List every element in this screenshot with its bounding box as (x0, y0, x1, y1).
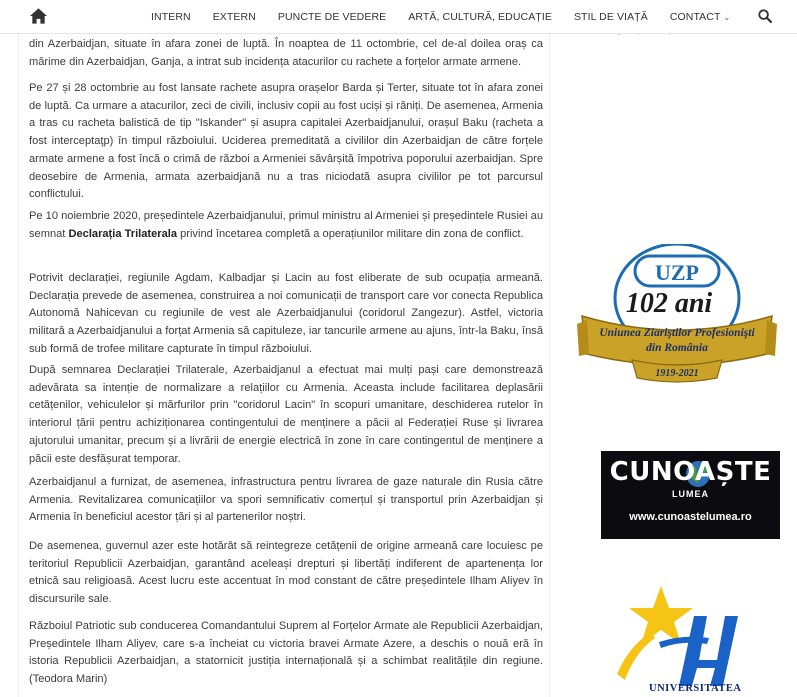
universitatea-logo[interactable] (599, 582, 769, 697)
uzp-ribbon-line-1: Uniunea Ziariştilor Profesionişti (599, 327, 755, 339)
top-navigation-bar (0, 0, 797, 34)
article-paragraph: Azerbaidjanul a furnizat, de asemenea, infrastructura pentru livrarea de gaze naturale din Rusia către Armenia. Revitalizarea comunicațiilor va spori semnificativ comerțul și transportul prin Azerbaidjan și Armenia în beneficiul acestor țări și al partenerilor noștri. (29, 476, 543, 524)
uzp-acronym: UZP (655, 260, 699, 285)
cunoaste-url: www.cunoastelumea.ro (629, 511, 752, 523)
uzp-dates: 1919-2021 (655, 368, 699, 379)
home-icon[interactable] (29, 7, 48, 25)
search-icon[interactable] (758, 9, 772, 23)
article-content (0, 34, 555, 697)
universitatea-label: UNIVERSITATEA (649, 683, 742, 694)
cunoaste-subtitle: LUMEA (672, 489, 709, 499)
paragraph-text: Pe 10 noiembrie 2020, președintele Azerbaidjanului, primul ministru al Armeniei și președintele Rusiei au semnat (29, 210, 543, 240)
article-paragraph: După semnarea Declarației Trilaterale, Azerbaidjanul a efectuat mai mulți pași care demonstrează adevărata sa intenție de normalizare a relațiilor cu Armenia. Aceasta include facilitarea deplasării cetățenilor, vehiculelor și mărfurilor prin "coridorul Lacin" în scopuri umanitare, deschiderea rutelor în interiorul țării pentru achiziționarea contingentului de menținere a păcii al Federației Ruse și livrarea ajutorului umanitar, precum și a livrării de energie electrică în zone în care contingentul de menținere a păcii este desfășurat temporar. (29, 364, 543, 465)
article-paragraph: din Azerbaidjan, situate în afara zonei de luptă. În noaptea de 11 octombrie, cel de-al doilea oraș ca mărime din Azerbaidjan, Ganja, a intrat sub incidența atacurilor cu rachete a forțelor armate armene. (29, 38, 543, 68)
article-paragraph: De asemenea, guvernul azer este hotărât să reintegreze cetățenii de origine armeană care locuiesc pe teritoriul Republicii Azerbaidjan, garantând aceleași drepturi și libertăți indiferent de apartenența lor etnică sau religioasă. Acest lucru este accentuat în mod constant de către președintele Ilham Aliyev în discursurile sale. (29, 540, 543, 606)
declaration-title: Declarația Trilaterala (68, 227, 178, 240)
chevron-down-icon: ⌄ (723, 12, 731, 22)
paragraph-text: privind încetarea completă a operațiunilor militare din zona de conflict. (177, 227, 524, 240)
uzp-ribbon-line-2: din România (646, 342, 708, 354)
star-emblem-icon (599, 582, 769, 687)
menu-item-contact-label: CONTACT (669, 10, 721, 23)
menu-item-contact[interactable] (659, 0, 741, 35)
menu-item-puncte-de-vedere[interactable]: PUNCTE DE VEDERE (277, 11, 387, 23)
cunoaste-lumea-banner[interactable] (601, 451, 780, 539)
article-paragraph: Potrivit declarației, regiunile Agdam, Kalbadjar și Lacin au fost eliberate de sub ocupația armeană. Declarația prevede de asemenea, construirea a noi comunicații de transport care vor conecta Republica Autonomă Nahicevan cu regiunile de vest ale Azerbaidjanului (coridorul Zangezur). Astfel, victoria militară a Azerbaidjanului a forțat Armenia să capituleze, iar tancurile armene au ajuns, într-la Baku, însă sub formă de trofee militare capturate în timpul războiului. (29, 272, 543, 355)
menu-item-extern[interactable]: EXTERN (212, 11, 256, 23)
sidebar (555, 34, 797, 697)
menu-item-stil-de-viata[interactable]: STIL DE VIAȚĂ (573, 11, 648, 23)
article-paragraph: Războiul Patriotic sub conducerea Comandantului Suprem al Forțelor Armate ale Republicii Azerbaidjan, Președintele Ilham Aliyev, care s-a încheiat cu victoria bravei Armate Azere, a deschis o nouă eră în istoria Republicii Azerbaidjan, a statornicit justiția internațională și a schimbat realitățile din regiune. (Teodora Marin) (29, 620, 543, 686)
article-body (18, 34, 550, 697)
article-paragraph: Pe 27 și 28 octombrie au fost lansate rachete asupra orașelor Barda și Terter, situate tot în afara zonei de luptă. Ca urmare a atacurilor, zeci de civili, inclusiv copii au fost uciși și răniți. De asemenea, Armenia a tras cu racheta balistică de tip "Iskander" și asupra capitalei Azerbaidjanului, orașul Baku (racheta a fost interceptaţp) în timpul războiului. Uciderea premeditată a civililor din Azerbaidjan de către forțele armate armene a fost încă o crimă de război a Armeniei săvârșită împotriva poporului azerbaidjan. Spre deosebire de Armenia, armata azerbaidjană nu a tras niciodată asupra civililor pe tot parcursul conflictului. (29, 82, 543, 201)
uzp-logo[interactable] (577, 244, 777, 390)
article-paragraph (29, 208, 543, 243)
menu-item-arta-cultura-educatie[interactable]: ARTĂ, CULTURĂ, EDUCAȚIE (408, 11, 552, 23)
main-menu (140, 0, 741, 34)
cunoaste-title: CUNOAȘTE (609, 457, 772, 487)
menu-item-intern[interactable]: INTERN (151, 11, 191, 23)
uzp-years: 102 ani (625, 288, 713, 319)
